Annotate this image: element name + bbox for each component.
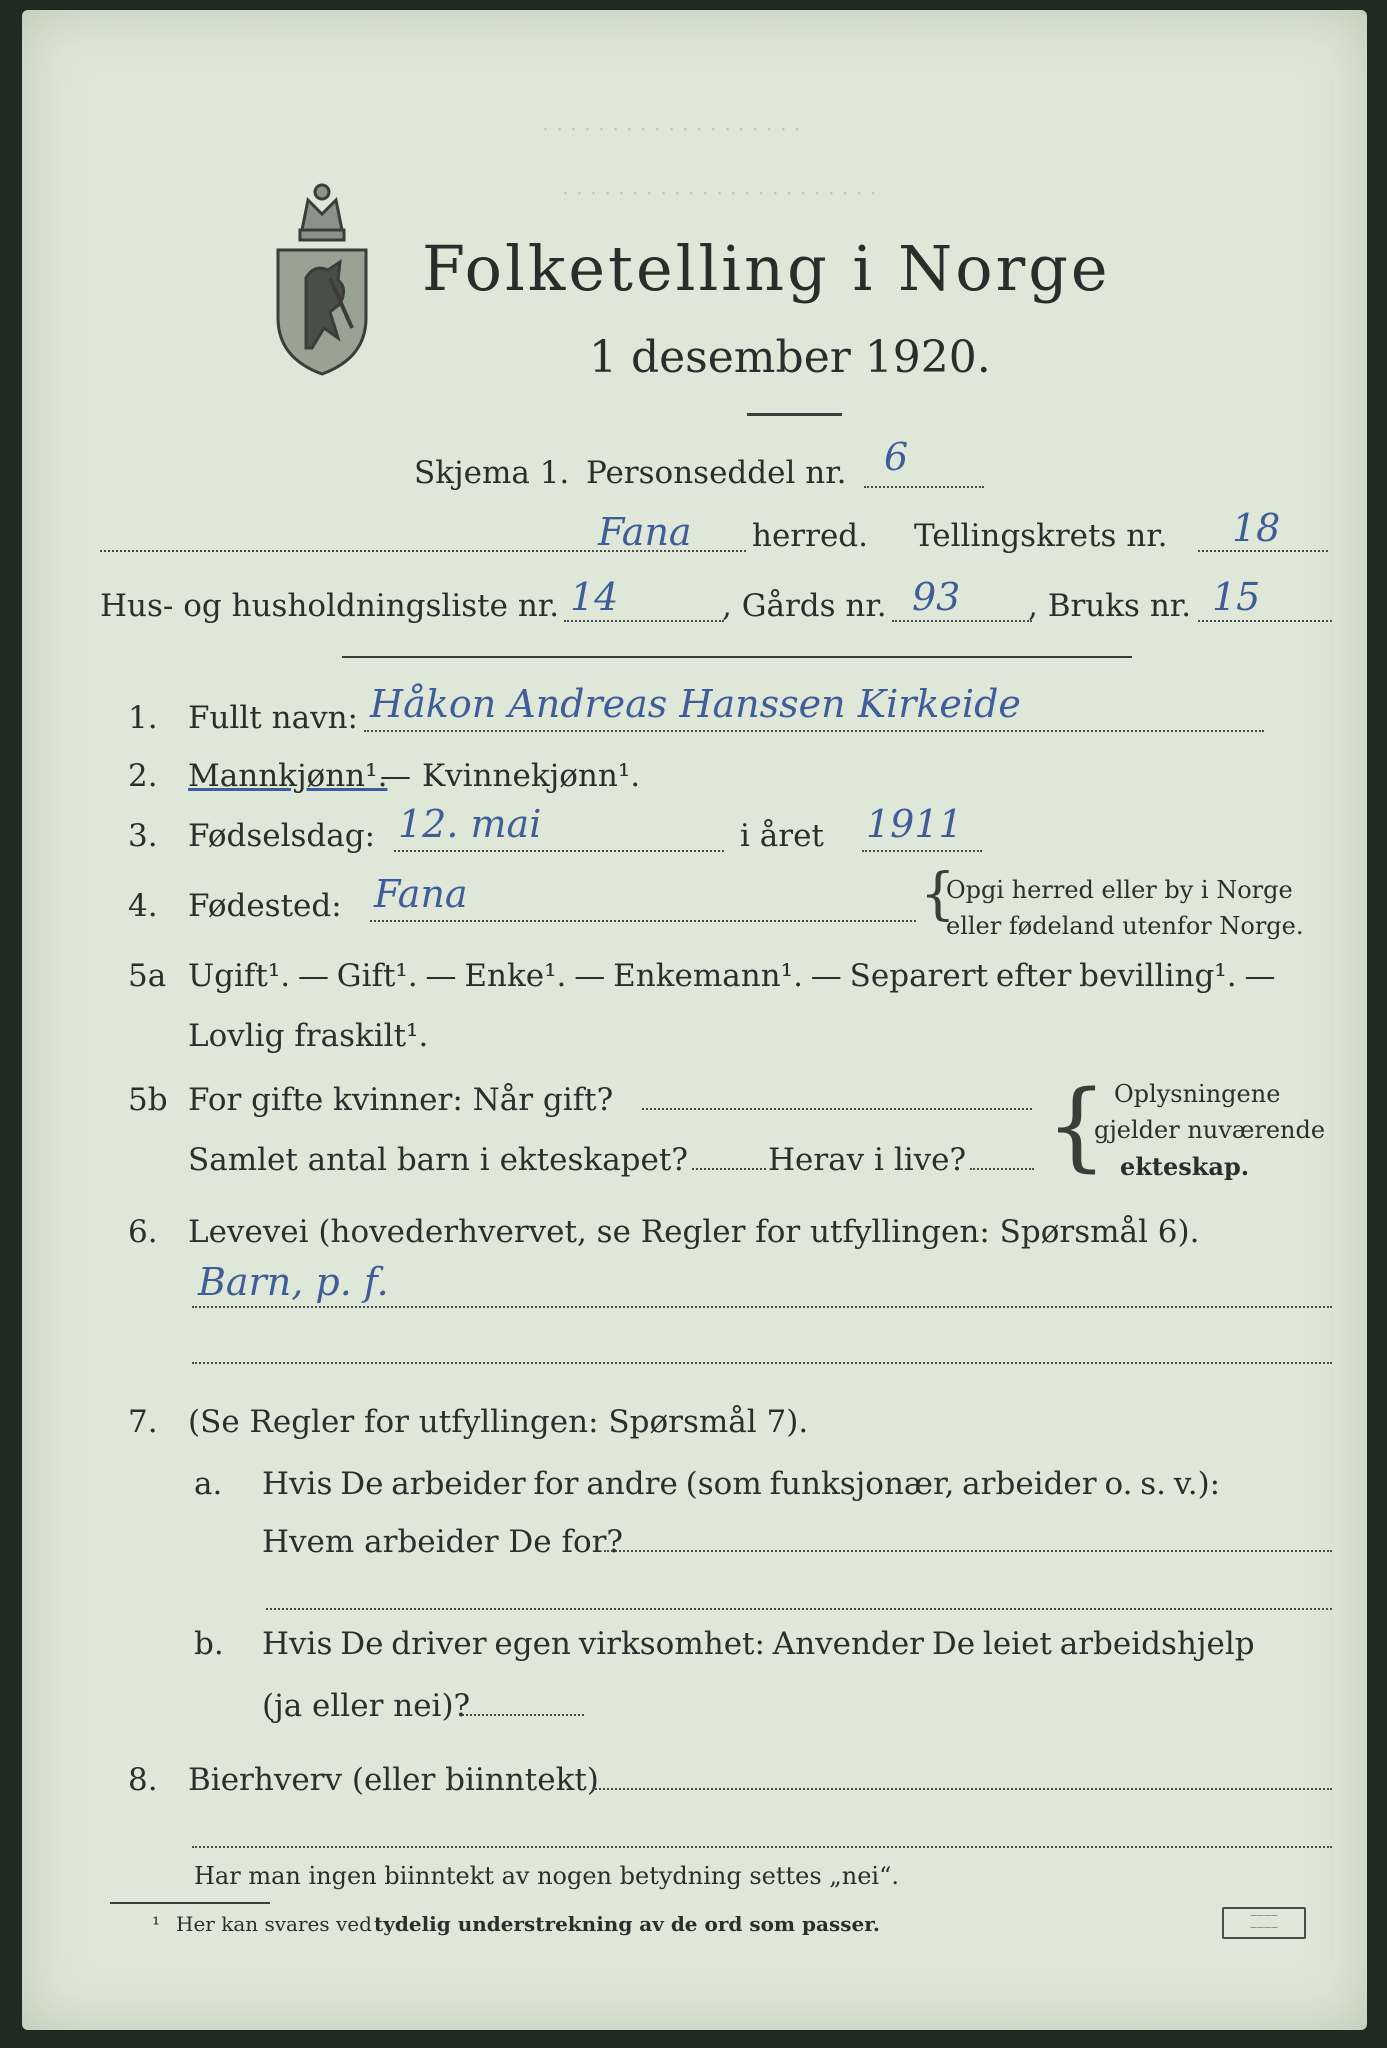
q8-label: Bierhverv (eller biinntekt) bbox=[188, 1762, 599, 1798]
section-divider bbox=[342, 656, 1132, 658]
herred-value[interactable]: Fana bbox=[598, 510, 692, 554]
q1-full-name-value[interactable]: Håkon Andreas Hanssen Kirkeide bbox=[370, 682, 1021, 726]
schema-label: Skjema 1. bbox=[414, 455, 570, 491]
tellingskrets-value[interactable]: 18 bbox=[1232, 506, 1281, 550]
q1-line bbox=[364, 730, 1264, 732]
q3-year-value[interactable]: 1911 bbox=[866, 802, 963, 846]
q5a-options-line1[interactable]: Ugift¹. — Gift¹. — Enke¹. — Enkemann¹. — Separert efter bevilling¹. — bbox=[188, 958, 1276, 994]
q7-label: (Se Regler for utfyllingen: Spørsmål 7). bbox=[188, 1404, 809, 1440]
q3-birthday-value[interactable]: 12. mai bbox=[398, 802, 542, 846]
q5b-alive-line bbox=[970, 1168, 1034, 1170]
tellingskrets-line bbox=[1198, 550, 1328, 552]
q5b-alive-label: Herav i live? bbox=[768, 1142, 967, 1178]
q5b-children-label: Samlet antal barn i ekteskapet? bbox=[188, 1142, 688, 1178]
q3-number: 3. bbox=[128, 818, 158, 854]
footer-note: Har man ingen biinntekt av nogen betydning settes „nei“. bbox=[194, 1862, 899, 1890]
gards-label: , Gårds nr. bbox=[722, 588, 887, 624]
gards-line bbox=[892, 620, 1032, 622]
q4-label: Fødested: bbox=[188, 888, 342, 924]
norwegian-coat-of-arms-icon bbox=[268, 178, 376, 378]
personseddel-label: Personseddel nr. bbox=[586, 455, 847, 491]
q7a-question: Hvis De arbeider for andre (som funksjonær, arbeider o. s. v.): bbox=[262, 1466, 1221, 1502]
bruks-value[interactable]: 15 bbox=[1212, 575, 1261, 619]
q6-line2 bbox=[192, 1362, 1332, 1364]
q5b-brace: { bbox=[1046, 1070, 1108, 1182]
q2-number: 2. bbox=[128, 758, 158, 794]
q8-number: 8. bbox=[128, 1762, 158, 1798]
footnote-divider bbox=[110, 1902, 270, 1904]
q4-note-line2: eller fødeland utenfor Norge. bbox=[946, 912, 1304, 940]
q2-female-option[interactable]: Kvinnekjønn¹. bbox=[422, 758, 641, 794]
census-date: 1 desember 1920. bbox=[589, 332, 991, 383]
q3-year-line bbox=[862, 850, 982, 852]
q6-label: Levevei (hovederhvervet, se Regler for utfyllingen: Spørsmål 6). bbox=[188, 1214, 1200, 1250]
q3-label: Fødselsdag: bbox=[188, 818, 376, 854]
q7a-line2 bbox=[266, 1608, 1332, 1610]
q5a-options-line2[interactable]: Lovlig fraskilt¹. bbox=[188, 1018, 429, 1054]
husholdningsliste-line bbox=[564, 620, 724, 622]
q5b-note-line3: ekteskap. bbox=[1120, 1152, 1250, 1181]
q7b-yes-no-label: (ja eller nei)? bbox=[262, 1688, 471, 1724]
q4-line bbox=[370, 920, 916, 922]
husholdningsliste-value[interactable]: 14 bbox=[570, 575, 619, 619]
bleed-through-text: · · · · · · · · · · · · · · · · · · · bbox=[542, 118, 801, 143]
q6-line1 bbox=[192, 1306, 1332, 1308]
personseddel-value[interactable]: 6 bbox=[884, 435, 909, 479]
q2-separator: — bbox=[380, 758, 411, 794]
bleed-through-text: · · · · · · · · · · · · · · · · · · · · · · · bbox=[562, 182, 877, 207]
census-form-sheet bbox=[22, 10, 1367, 2030]
form-title: Folketelling i Norge bbox=[422, 232, 1111, 305]
q7a-employer-label: Hvem arbeider De for? bbox=[262, 1524, 624, 1560]
q5b-number: 5b bbox=[128, 1082, 168, 1118]
q2-male-option[interactable]: Mannkjønn¹. bbox=[188, 758, 388, 794]
q5b-children-line bbox=[692, 1168, 766, 1170]
q1-label: Fullt navn: bbox=[188, 700, 358, 736]
q8-line1 bbox=[592, 1788, 1332, 1790]
q1-number: 1. bbox=[128, 700, 158, 736]
tellingskrets-label: Tellingskrets nr. bbox=[914, 518, 1168, 554]
q6-occupation-value[interactable]: Barn, p. f. bbox=[198, 1260, 389, 1304]
q7b-yes-no-line bbox=[462, 1714, 584, 1716]
bruks-label: , Bruks nr. bbox=[1028, 588, 1192, 624]
footnote-bold-text: tydelig understrekning av de ord som passer. bbox=[374, 1912, 880, 1936]
herred-label: herred. bbox=[752, 518, 868, 554]
q5b-when-married-label: For gifte kvinner: Når gift? bbox=[188, 1082, 614, 1118]
footnote-mark: ¹ bbox=[152, 1912, 161, 1936]
gards-value[interactable]: 93 bbox=[912, 575, 961, 619]
q5b-when-married-line bbox=[642, 1108, 1032, 1110]
q5b-note-line2: gjelder nuværende bbox=[1094, 1116, 1326, 1144]
q4-number: 4. bbox=[128, 888, 158, 924]
q7a-employer-line bbox=[604, 1550, 1332, 1552]
husholdningsliste-label: Hus- og husholdningsliste nr. bbox=[100, 588, 560, 624]
bruks-line bbox=[1198, 620, 1332, 622]
q5b-note-line1: Oplysningene bbox=[1114, 1080, 1281, 1108]
q3-year-label: i året bbox=[740, 818, 824, 854]
q5a-number: 5a bbox=[128, 958, 167, 994]
q7a-letter: a. bbox=[194, 1466, 223, 1502]
q7b-letter: b. bbox=[194, 1626, 224, 1662]
q7b-question: Hvis De driver egen virksomhet: Anvender De leiet arbeidshjelp bbox=[262, 1626, 1255, 1662]
q4-birthplace-value[interactable]: Fana bbox=[374, 872, 468, 916]
footnote-text: Her kan svares ved bbox=[176, 1912, 372, 1936]
printer-stamp: ———— ———— bbox=[1222, 1907, 1306, 1939]
q8-line2 bbox=[192, 1846, 1332, 1848]
q6-number: 6. bbox=[128, 1214, 158, 1250]
personseddel-line bbox=[864, 486, 984, 488]
q3-day-line bbox=[394, 850, 724, 852]
q4-brace: { bbox=[920, 862, 956, 927]
title-divider bbox=[747, 413, 842, 416]
q4-note-line1: Opgi herred eller by i Norge bbox=[946, 876, 1293, 904]
q7-number: 7. bbox=[128, 1404, 158, 1440]
